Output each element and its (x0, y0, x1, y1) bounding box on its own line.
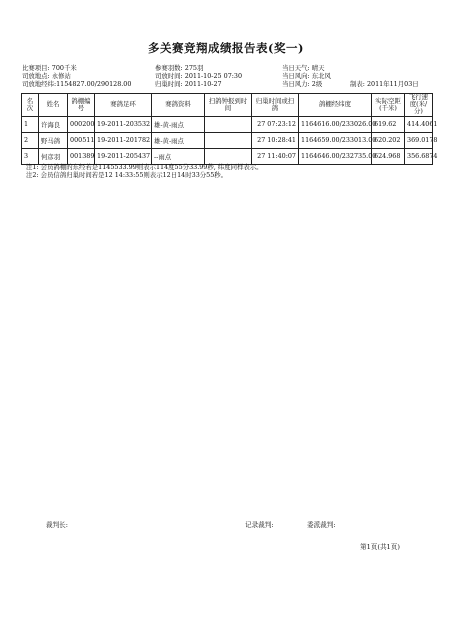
made-date: 制表: 2011年11月03日 (350, 80, 419, 88)
race-item: 比赛项目: 700千米 (22, 64, 77, 72)
cell-pigeon-info: 雄-黄-雨点 (152, 132, 205, 148)
release-place: 司放地点: 永修站 (22, 72, 71, 80)
cell-speed: 369.0178 (405, 132, 433, 148)
cell-name: 野马鸽 (39, 132, 68, 148)
wind-force: 当日风力: 2级 (282, 80, 323, 88)
cell-loft-coords: 1164659.00/233013.00 (299, 132, 372, 148)
note-2: 注2: 会员信鸽归巢时间若是12 14:33:55则表示12日14时33分55秒。 (26, 171, 228, 179)
cell-speed: 414.4061 (405, 116, 433, 132)
weather: 当日天气: 晴天 (282, 64, 325, 72)
table-row (22, 132, 433, 148)
cell-name: 何彦羽 (39, 148, 68, 164)
cell-loft-coords: 1164616.00/233026.00 (299, 116, 372, 132)
cell-rank: 2 (22, 132, 39, 148)
cell-rank: 1 (22, 116, 39, 132)
header-loft-coords: 鸽棚经纬度 (299, 94, 372, 117)
cell-loft-id: 000200 (68, 116, 95, 132)
header-ring: 赛鸽足环 (95, 94, 152, 117)
cell-return-time: 27 07:23:12 (252, 116, 299, 132)
cell-pigeon-info: 雄-黄-雨点 (152, 116, 205, 132)
notes (26, 163, 263, 179)
wind-direction: 当日风向: 东北风 (282, 72, 331, 80)
header-return-time: 归巢时间或扫鸽 (252, 94, 299, 117)
cell-ring: 19-2011-201782 (95, 132, 152, 148)
table-header-row (22, 94, 433, 117)
recorder-judge-label: 记录裁判: (245, 521, 274, 529)
cell-loft-id: 000511 (68, 132, 95, 148)
cell-distance: 619.62 (372, 116, 405, 132)
results-table (21, 93, 438, 165)
cell-clock-time (205, 116, 252, 132)
cell-return-time: 27 11:40:07 (252, 148, 299, 164)
header-distance: 实际空距(千米) (372, 94, 405, 117)
cell-loft-id: 001389 (68, 148, 95, 164)
cell-return-time: 27 10:28:41 (252, 132, 299, 148)
cell-ring: 19-2011-203532 (95, 116, 152, 132)
cell-speed: 356.6874 (405, 148, 433, 164)
release-time: 司放时间: 2011-10-25 07:30 (155, 72, 243, 80)
cell-clock-time (205, 148, 252, 164)
header-pigeon-info: 赛鸽资料 (152, 94, 205, 117)
cell-rank: 3 (22, 148, 39, 164)
header-loft-id: 鸽棚编号 (68, 94, 95, 117)
cell-distance: 620.202 (372, 132, 405, 148)
cell-ring: 19-2011-205437 (95, 148, 152, 164)
table-row (22, 116, 433, 132)
header-speed: 飞行速度(米/分) (405, 94, 433, 117)
cell-pigeon-info: --雨点 (152, 148, 205, 164)
header-name: 姓名 (39, 94, 68, 117)
chief-judge-label: 裁判长: (46, 521, 69, 529)
page-number: 第1页(共1页) (360, 543, 400, 551)
cell-name: 许海良 (39, 116, 68, 132)
header-clock-time: 扫鸽钟报到时间 (205, 94, 252, 117)
return-time: 归巢时间: 2011-10-27 (155, 80, 222, 88)
cell-loft-coords: 1164646.00/232735.00 (299, 148, 372, 164)
cell-clock-time (205, 132, 252, 148)
cell-distance: 624.968 (372, 148, 405, 164)
entry-count: 参赛羽数: 275羽 (155, 64, 204, 72)
delegate-judge-label: 委派裁判: (307, 521, 336, 529)
table-row (22, 148, 433, 164)
header-rank: 名次 (22, 94, 39, 117)
report-title: 多关赛竞翔成绩报告表(奖一) (148, 41, 304, 55)
release-coordinates: 司放地经纬:1154827.00/290128.00 (22, 80, 132, 88)
note-1: 注1: 会员鸽棚的东经若是1145533.99则表示114度55分33.99秒, 纬度同样表示。 (26, 163, 263, 171)
